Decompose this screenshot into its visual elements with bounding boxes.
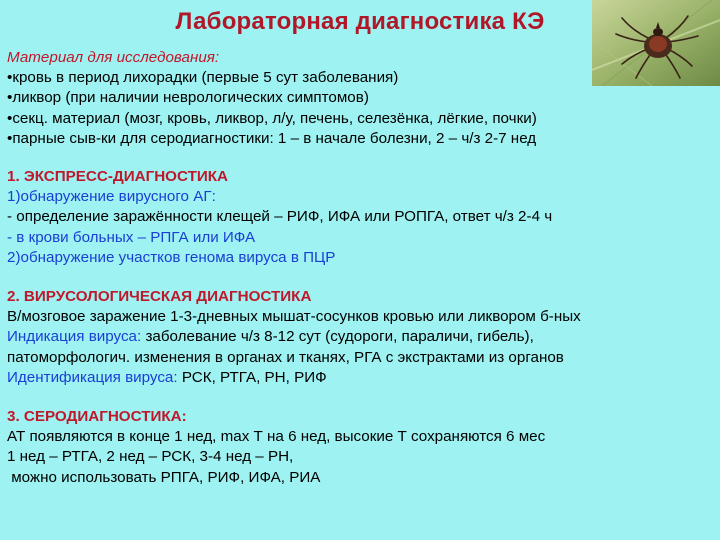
virus-line: патоморфологич. изменения в органах и тканях, РГА с экстрактами из органов — [7, 348, 564, 366]
material-item: •секц. материал (мозг, кровь, ликвор, л/у, печень, селезёнка, лёгкие, почки) — [7, 109, 537, 127]
virus-heading: 2. ВИРУСОЛОГИЧЕСКАЯ ДИАГНОСТИКА — [7, 288, 312, 306]
indication-label: Индикация вируса: — [7, 328, 142, 346]
identification-text: РСК, РТГА, РН, РИФ — [177, 368, 327, 386]
indication-text: заболевание ч/з 8-12 сут (судороги, параличи, гибель), — [141, 328, 534, 346]
material-item: •парные сыв-ки для серодиагностики: 1 – в начале болезни, 2 – ч/з 2-7 нед — [7, 129, 537, 147]
express-line: 1)обнаружение вирусного АГ: — [7, 188, 216, 206]
sero-line: АТ появляются в конце 1 нед, max Т на 6 нед, высокие Т сохраняются 6 мес — [7, 428, 546, 446]
material-item: •кровь в период лихорадки (первые 5 сут заболевания) — [7, 69, 399, 87]
section-gap — [7, 149, 713, 167]
express-line: - в крови больных – РПГА или ИФА — [7, 228, 256, 246]
slide-title: Лабораторная диагностика КЭ — [175, 8, 545, 35]
section-gap — [7, 268, 713, 287]
sero-line: можно использовать РПГА, РИФ, ИФА, РИА — [7, 468, 321, 486]
section-gap — [7, 388, 713, 407]
material-heading: Материал для исследования: — [7, 49, 220, 66]
virus-line: В/мозговое заражение 1-3-дневных мышат-сосунков кровью или ликвором б-ных — [7, 308, 581, 326]
virus-line — [7, 368, 713, 388]
express-heading: 1. ЭКСПРЕСС-ДИАГНОСТИКА — [7, 168, 229, 186]
material-item: •ликвор (при наличии неврологических симптомов) — [7, 89, 369, 107]
slide-content — [7, 48, 713, 488]
sero-line: 1 нед – РТГА, 2 нед – РСК, 3-4 нед – РН, — [7, 448, 294, 466]
identification-label: Идентификация вируса: — [7, 368, 178, 386]
express-line: - определение заражённости клещей – РИФ, ИФА или РОПГА, ответ ч/з 2-4 ч — [7, 208, 553, 226]
sero-heading: 3. СЕРОДИАГНОСТИКА: — [7, 408, 187, 426]
virus-line — [7, 327, 713, 347]
express-line: 2)обнаружение участков генома вируса в ПЦР — [7, 248, 336, 266]
